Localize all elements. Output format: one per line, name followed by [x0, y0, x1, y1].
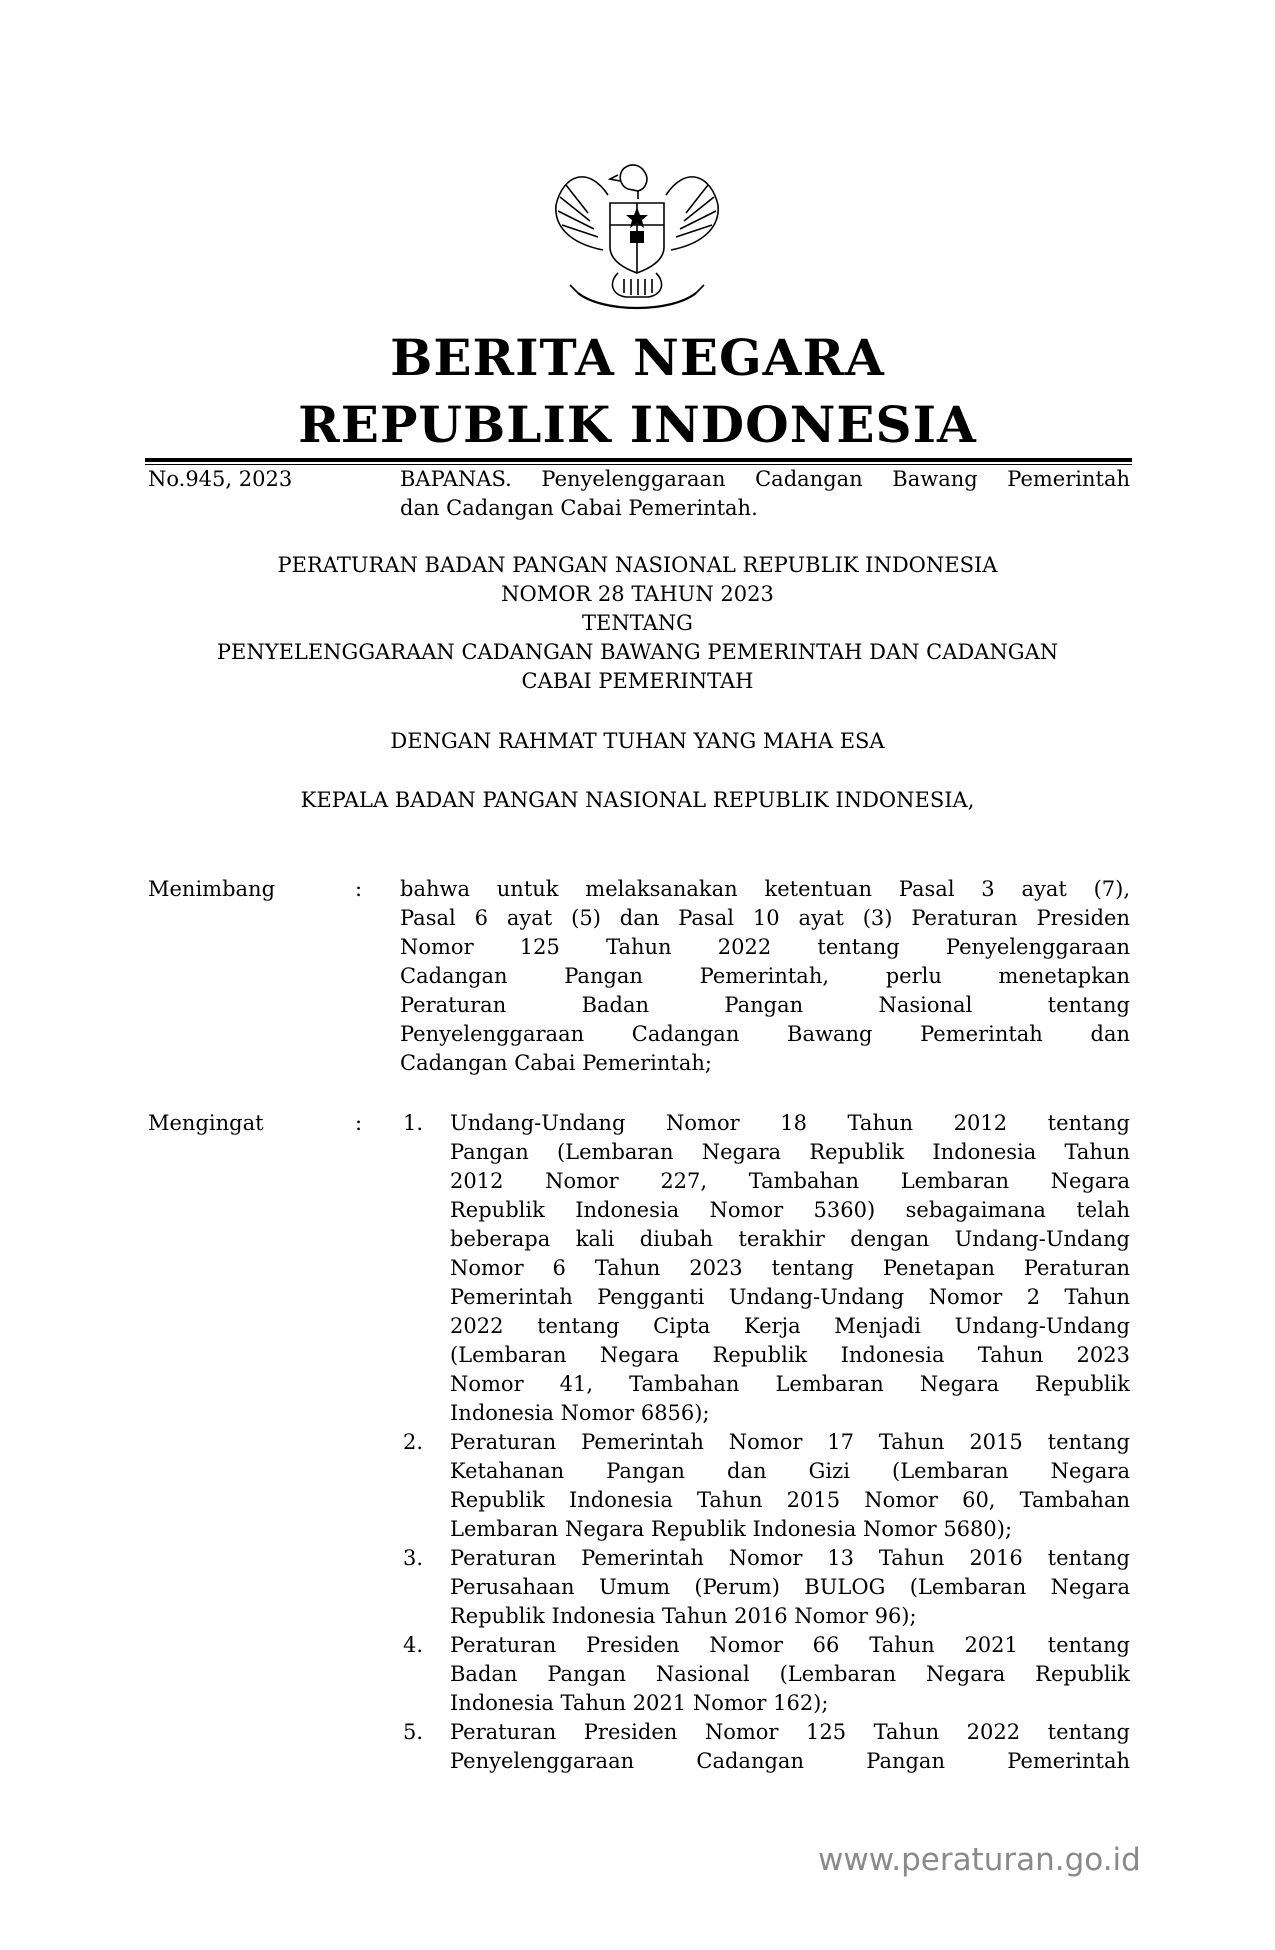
masthead-title-line2: REPUBLIK INDONESIA [298, 395, 977, 454]
mengingat-item-line: Penyelenggaraan Cadangan Pangan Pemerintah [450, 1749, 1130, 1773]
gazette-description-line: BAPANAS. Penyelenggaraan Cadangan Bawang Pemerintah [400, 467, 1130, 491]
regulation-number: NOMOR 28 TAHUN 2023 [501, 582, 774, 606]
mengingat-item-number: 3. [402, 1546, 423, 1570]
mengingat-item-number: 5. [402, 1720, 423, 1744]
mengingat-item-line: Peraturan Presiden Nomor 125 Tahun 2022 tentang [450, 1720, 1130, 1744]
mengingat-item-line: Republik Indonesia Tahun 2016 Nomor 96); [450, 1604, 917, 1628]
mengingat-item-line: Pangan (Lembaran Negara Republik Indonesia Tahun [450, 1140, 1130, 1164]
mengingat-item-line: Pemerintah Pengganti Undang-Undang Nomor 2 Tahun [450, 1285, 1130, 1309]
mengingat-item-line: Peraturan Pemerintah Nomor 17 Tahun 2015 tentang [450, 1430, 1130, 1454]
mengingat-item-line: Peraturan Presiden Nomor 66 Tahun 2021 tentang [450, 1633, 1130, 1657]
menimbang-label: Menimbang [148, 877, 276, 901]
mengingat-item-line: Badan Pangan Nasional (Lembaran Negara Republik [450, 1662, 1130, 1686]
menimbang-line: Peraturan Badan Pangan Nasional tentang [400, 993, 1130, 1017]
masthead-rule [145, 458, 1132, 462]
menimbang-line: Nomor 125 Tahun 2022 tentang Penyelenggaraan [400, 935, 1130, 959]
masthead-title-line1: BERITA NEGARA [390, 328, 885, 387]
regulation-subject-line: CABAI PEMERINTAH [521, 669, 754, 693]
invocation: DENGAN RAHMAT TUHAN YANG MAHA ESA [390, 729, 885, 753]
mengingat-item-line: Indonesia Nomor 6856); [450, 1401, 710, 1425]
mengingat-item-number: 2. [402, 1430, 423, 1454]
mengingat-item-line: Nomor 6 Tahun 2023 tentang Penetapan Peraturan [450, 1256, 1130, 1280]
menimbang-line: bahwa untuk melaksanakan ketentuan Pasal 3 ayat (7), [400, 877, 1130, 901]
mengingat-item-line: 2022 tentang Cipta Kerja Menjadi Undang-Undang [450, 1314, 1130, 1338]
regulation-subject-line: PENYELENGGARAAN CADANGAN BAWANG PEMERINTAH DAN CADANGAN [216, 640, 1059, 664]
menimbang-line: Cadangan Cabai Pemerintah; [400, 1051, 712, 1075]
mengingat-item-line: Indonesia Tahun 2021 Nomor 162); [450, 1691, 829, 1715]
gazette-description [400, 465, 1130, 523]
gazette-description-line: dan Cadangan Cabai Pemerintah. [400, 496, 758, 520]
mengingat-item-line: Perusahaan Umum (Perum) BULOG (Lembaran Negara [450, 1575, 1130, 1599]
mengingat-item-line: Undang-Undang Nomor 18 Tahun 2012 tentang [450, 1111, 1130, 1135]
mengingat-item-line: Lembaran Negara Republik Indonesia Nomor 5680); [450, 1517, 1013, 1541]
mengingat-item-line: beberapa kali diubah terakhir dengan Undang-Undang [450, 1227, 1130, 1251]
menimbang-colon: : [355, 877, 363, 901]
menimbang-line: Cadangan Pangan Pemerintah, perlu menetapkan [400, 964, 1130, 988]
mengingat-item-line: (Lembaran Negara Republik Indonesia Tahun 2023 [450, 1343, 1130, 1367]
mengingat-item-number: 4. [402, 1633, 423, 1657]
source-watermark: www.peraturan.go.id [818, 1842, 1141, 1878]
mengingat-item-line: Republik Indonesia Tahun 2015 Nomor 60, Tambahan [450, 1488, 1130, 1512]
mengingat-colon: : [355, 1111, 363, 1135]
menimbang-line: Pasal 6 ayat (5) dan Pasal 10 ayat (3) Peraturan Presiden [400, 906, 1130, 930]
garuda-emblem-icon [548, 155, 726, 315]
mengingat-item-line: Republik Indonesia Nomor 5360) sebagaimana telah [450, 1198, 1130, 1222]
gazette-number: No.945, 2023 [148, 467, 293, 491]
mengingat-item-line: 2012 Nomor 227, Tambahan Lembaran Negara [450, 1169, 1130, 1193]
regulation-tentang: TENTANG [582, 611, 693, 635]
menimbang-line: Penyelenggaraan Cadangan Bawang Pemerintah dan [400, 1022, 1130, 1046]
issuer: KEPALA BADAN PANGAN NASIONAL REPUBLIK INDONESIA, [300, 788, 975, 812]
mengingat-item-number: 1. [402, 1111, 423, 1135]
mengingat-item-line: Ketahanan Pangan dan Gizi (Lembaran Negara [450, 1459, 1130, 1483]
mengingat-label: Mengingat [148, 1111, 264, 1135]
mengingat-item-line: Nomor 41, Tambahan Lembaran Negara Republik [450, 1372, 1130, 1396]
regulation-title-line: PERATURAN BADAN PANGAN NASIONAL REPUBLIK INDONESIA [277, 553, 998, 577]
mengingat-item-line: Peraturan Pemerintah Nomor 13 Tahun 2016 tentang [450, 1546, 1130, 1570]
